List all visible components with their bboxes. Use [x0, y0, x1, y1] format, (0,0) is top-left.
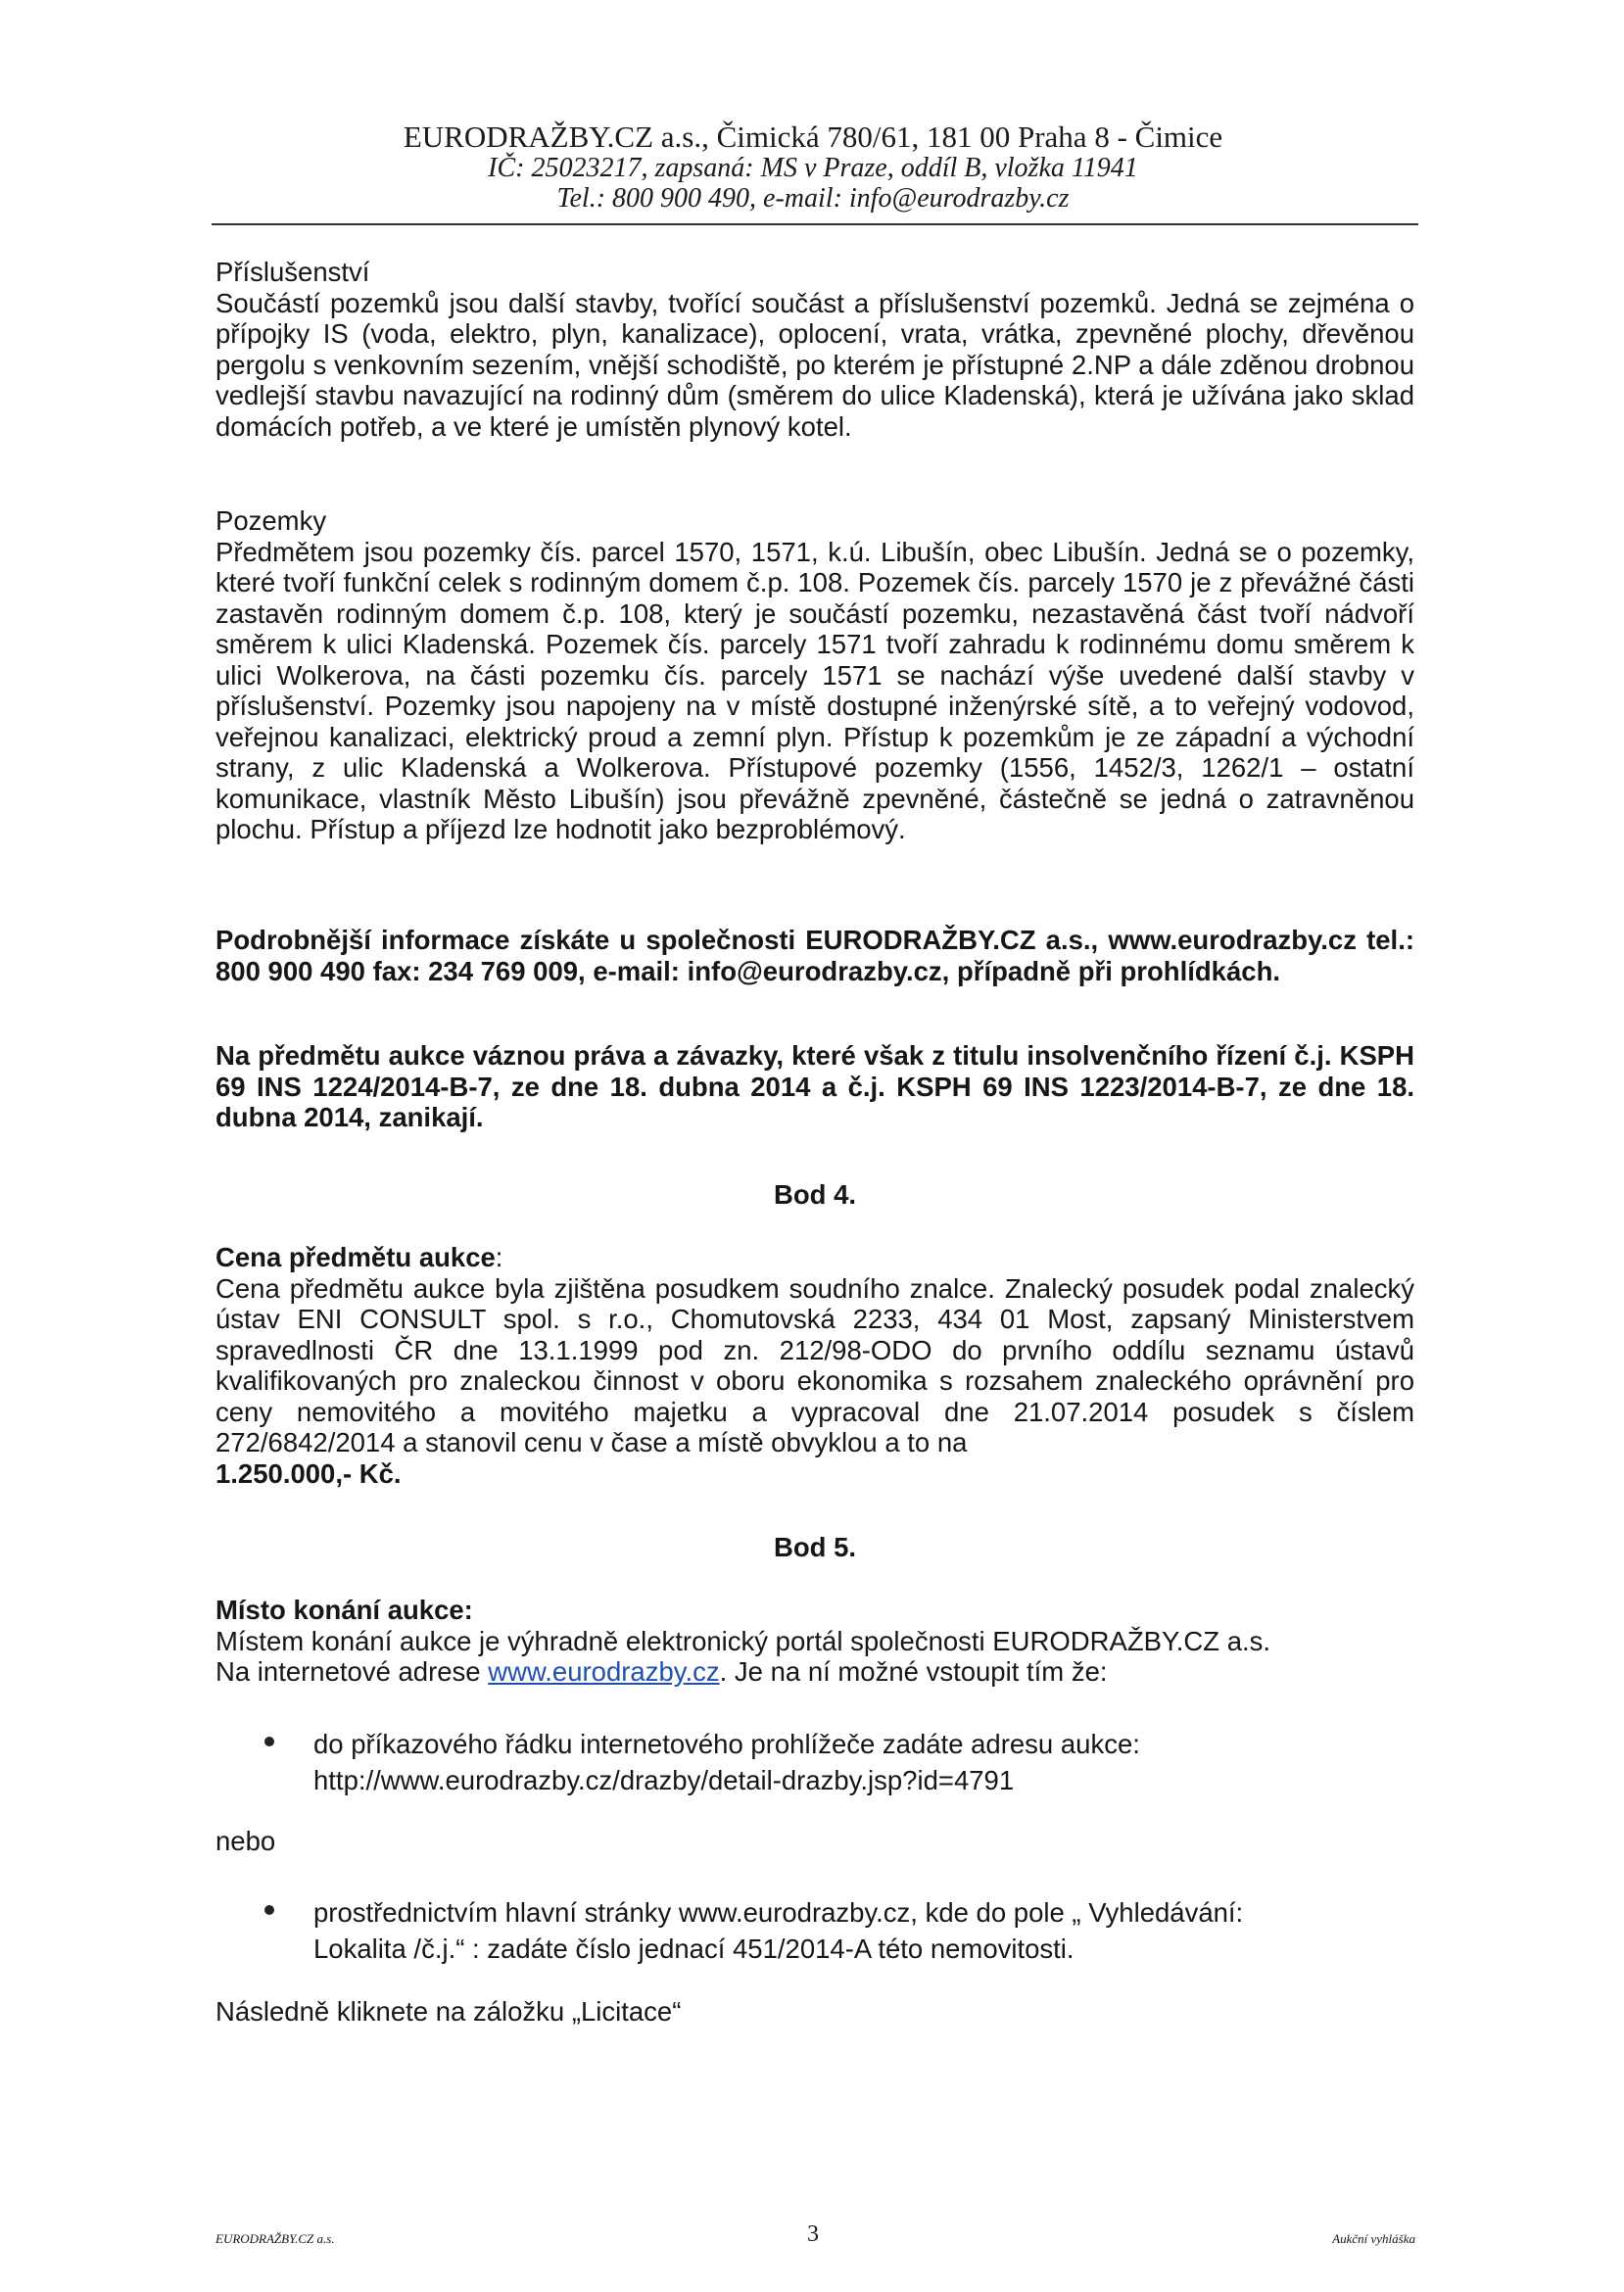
footer-company: EURODRAŽBY.CZ a.s.: [215, 2231, 335, 2246]
heading-text: Cena předmětu aukce: [215, 1242, 496, 1272]
letterhead-contact: Tel.: 800 900 490, e-mail: info@eurodrazby.cz: [556, 183, 1070, 214]
final-instruction: Následně kliknete na záložku „Licitace“: [215, 1996, 682, 2027]
rights-paragraph: Na předmětu aukce váznou práva a závazky, které však z titulu insolvenčního řízení č.j. KSPH 69 INS 1224/2014-B-7, ze dne 18. dubna 2014 a č.j. KSPH 69 INS 1223/2014-B-7, ze dne 18. dubna 2014, zanikají.: [215, 1040, 1414, 1132]
footer-document-title: Aukční vyhláška: [1332, 2231, 1415, 2246]
section-heading: Místo konání aukce:: [215, 1595, 473, 1625]
section-heading: [215, 1242, 1414, 1273]
info-paragraph: Podrobnější informace získáte u společnosti EURODRAŽBY.CZ a.s., www.eurodrazby.cz tel.: 800 900 490 fax: 234 769 009, e-mail: info@eurodrazby.cz, případně při prohlídkách.: [215, 925, 1414, 986]
list-item-line: Lokalita /č.j.“ : zadáte číslo jednací 451/2014-A této nemovitosti.: [313, 1934, 1075, 1964]
list-item-line: prostřednictvím hlavní stránky www.eurodrazby.cz, kde do pole „ Vyhledávání:: [313, 1897, 1244, 1928]
section-pozemky: [215, 505, 1414, 845]
section-title-bod4: Bod 4.: [773, 1179, 857, 1210]
section-cena: [215, 1242, 1414, 1489]
website-link[interactable]: www.eurodrazby.cz: [488, 1656, 720, 1687]
price-value: 1.250.000,- Kč.: [215, 1457, 402, 1489]
list-item-text: [313, 1894, 1420, 1967]
section-heading: Pozemky: [215, 505, 327, 536]
bullet-icon: [264, 1905, 274, 1915]
heading-colon: :: [495, 1242, 503, 1272]
section-text: Součástí pozemků jsou další stavby, tvořící součást a příslušenství pozemků. Jedná se zejména o přípojky IS (voda, elektro, plyn, kanalizace), oplocení, vrata, vrátka, zpevněné plochy, dřevěnou pergolu s venkovním sezením, vnější schodiště, po kterém je přístupné 2.NP a dále zděnou drobnou vedlejší stavbu navazující na rodinný dům (směrem do ulice Kladenská), která je užívána jako sklad domácích potřeb, a ve které je umístěn plynový kotel.: [215, 287, 1414, 442]
letterhead-registration: IČ: 25023217, zapsaná: MS v Praze, oddíl B, vložka 11941: [488, 153, 1138, 183]
auction-url: http://www.eurodrazby.cz/drazby/detail-drazby.jsp?id=4791: [313, 1765, 1015, 1795]
letterhead-company: EURODRAŽBY.CZ a.s., Čimická 780/61, 181 00 Praha 8 - Čimice: [403, 119, 1223, 154]
page-number: 3: [807, 2221, 819, 2247]
list-item-text: [313, 1726, 1420, 1798]
address-suffix: . Je na ní možné vstoupit tím že:: [719, 1656, 1108, 1687]
letterhead: [206, 121, 1420, 214]
section-heading: Příslušenství: [215, 257, 370, 287]
or-text: nebo: [215, 1826, 276, 1856]
section-title-bod5: Bod 5.: [773, 1532, 857, 1562]
bullet-icon: [264, 1737, 274, 1746]
section-prislusenstvi: [215, 257, 1414, 442]
section-text: Předmětem jsou pozemky čís. parcel 1570, 1571, k.ú. Libušín, obec Libušín. Jedná se o pozemky, které tvoří funkční celek s rodinným domem č.p. 108. Pozemek čís. parcely 1570 je z převážné části zastavěn rodinným domem č.p. 108, který je součástí pozemku, nezastavěná část tvoří nádvoří směrem k ulici Kladenská. Pozemek čís. parcely 1571 tvoří zahradu k rodinnému domu směrem k ulici Wolkerova, na části pozemku čís. parcely 1571 se nachází výše uvedené další stavby v příslušenství. Pozemky jsou napojeny na v místě dostupné inženýrské sítě, a to veřejný vodovod, veřejnou kanalizaci, elektrický proud a zemní plyn. Přístup k pozemkům je ze západní a východní strany, z ulic Kladenská a Wolkerova. Přístupové pozemky (1556, 1452/3, 1262/1 – ostatní komunikace, vlastník Město Libušín) jsou převážně zpevněné, částečně se jedná o zatravněnou plochu. Přístup a příjezd lze hodnotit jako bezproblémový.: [215, 536, 1414, 844]
address-line: [215, 1656, 1414, 1688]
section-text: Cena předmětu aukce byla zjištěna posudkem soudního znalce. Znalecký posudek podal znalecký ústav ENI CONSULT spol. s r.o., Chomutovská 2233, 434 01 Most, zapsaný Ministerstvem spravedlnosti ČR dne 13.1.1999 pod zn. 212/98-ODO do prvního oddílu seznamu ústavů kvalifikovaných pro znaleckou činnost v oboru ekonomika s rozsahem znaleckého oprávnění pro ceny nemovitého a movitého majetku a vypracoval dne 21.07.2014 posudek s číslem 272/6842/2014 a stanovil cenu v čase a místě obvyklou a to na: [215, 1272, 1414, 1457]
section-text: Místem konání aukce je výhradně elektronický portál společnosti EURODRAŽBY.CZ a.s.: [215, 1625, 1271, 1656]
list-item-line: do příkazového řádku internetového prohlížeče zadáte adresu aukce:: [313, 1729, 1140, 1759]
letterhead-divider: [212, 223, 1418, 225]
address-prefix: Na internetové adrese: [215, 1656, 489, 1687]
section-misto: [215, 1595, 1414, 1688]
